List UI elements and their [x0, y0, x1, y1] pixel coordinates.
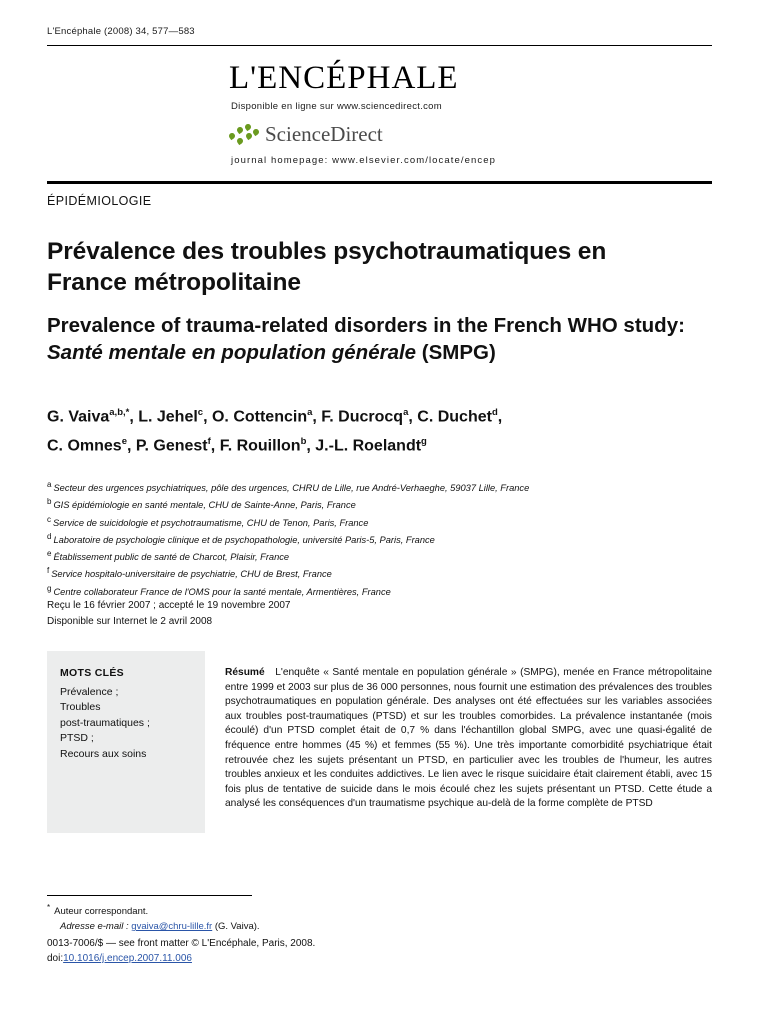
author-name: O. Cottencin	[211, 408, 308, 426]
affiliation-item	[47, 530, 707, 547]
author-name: C. Duchet	[417, 408, 492, 426]
affiliation-mark: g	[47, 583, 52, 593]
keyword-item: post-traumatiques ;	[60, 716, 150, 729]
affiliation-list	[47, 478, 707, 599]
footnote-block	[47, 900, 447, 934]
author-affil-mark: f	[207, 436, 211, 448]
author-name: L. Jehel	[138, 408, 198, 426]
affiliation-text: Service hospitalo-universitaire de psychiatrie, CHU de Brest, France	[51, 569, 332, 580]
email-note	[60, 919, 447, 934]
journal-masthead	[47, 52, 712, 177]
title-en-italic: Santé mentale en population générale	[47, 341, 417, 364]
title-en-part1: Prevalence of trauma-related disorders in the French WHO study:	[47, 314, 685, 337]
affiliation-mark: e	[47, 549, 52, 559]
doi-link[interactable]: 10.1016/j.encep.2007.11.006	[63, 953, 192, 964]
affiliation-item	[47, 564, 707, 581]
page-title-french: Prévalence des troubles psychotraumatiques en France métropolitaine	[47, 238, 607, 297]
email-address-link[interactable]: gvaiva@chru-lille.fr	[131, 921, 213, 933]
corresponding-author-note	[47, 900, 447, 919]
author-affil-mark: e	[121, 436, 127, 448]
journal-homepage-line: journal homepage: www.elsevier.com/locate/encep	[231, 155, 497, 166]
sciencedirect-leaf-icon	[229, 124, 259, 146]
footnote-star: *	[47, 903, 51, 912]
keyword-item: PTSD ;	[60, 732, 94, 744]
author-name: C. Omnes	[47, 437, 122, 455]
affiliation-item	[47, 495, 707, 512]
affiliation-mark: b	[47, 497, 52, 507]
keyword-item: Troubles	[60, 701, 101, 713]
affiliation-item	[47, 547, 707, 564]
keyword-item: Recours aux soins	[60, 747, 147, 760]
abstract-text: L'enquête « Santé mentale en population générale » (SMPG), menée en France métropolitaine entre 1999 et 2003 sur plus de 36 000 personnes, nous fournit une estimation des prévalences des troubles psychotraumatiques en population générale. Des analyses ont été effectuées sur les variables associées aux troubles post-traumatiques (PTSD) et sur les troubles comorbides. La prévalence instantanée (mois écoulé) d'un PTSD complet était de 0,7 % dans l'échantillon global SMPG, avec une quasi-égalité de fréquence entre hommes (45 %) et femmes (55 %). Une très importante comorbidité psychiatrique était retrouvée chez les sujets présentant un PTSD, en particulier avec les troubles de l'humeur, les autres troubles anxieux et les conduites addictives. Le lien avec le risque suicidaire était clairement établi, avec 15 fois plus de tentative de suicide dans le mois écoulé chez les sujets présentant un PTSD. Cette étude a analysé les conséquences d'un traumatisme psychique au-delà de la forme complète de PTSD	[225, 667, 712, 810]
author-name: G. Vaiva	[47, 408, 110, 426]
author-name: P. Genest	[135, 437, 208, 455]
author-affil-mark: a	[403, 407, 409, 418]
doi-line	[47, 951, 547, 966]
author-name: J.-L. Roelandt	[315, 437, 422, 455]
author-affil-mark: b	[300, 436, 307, 448]
received-accepted-line: Reçu le 16 février 2007 ; accepté le 19 novembre 2007	[47, 600, 291, 611]
affiliation-text: Établissement public de santé de Charcot, Plaisir, France	[53, 552, 290, 563]
author-affil-mark: c	[197, 407, 204, 418]
affiliation-mark: f	[47, 566, 50, 576]
sciencedirect-label: ScienceDirect	[265, 122, 383, 146]
masthead-rule	[47, 181, 712, 184]
author-affil-mark: g	[421, 436, 427, 448]
abstract-block	[225, 666, 712, 812]
keywords-title: MOTS CLÉS	[60, 667, 124, 679]
affiliation-text: Service de suicidologie et psychotraumatisme, CHU de Tenon, Paris, France	[53, 517, 369, 528]
author-affil-mark: d	[491, 407, 498, 418]
affiliation-mark: c	[47, 514, 51, 524]
journal-logo: L'ENCÉPHALE	[229, 60, 459, 96]
doi-prefix: doi:	[47, 953, 64, 964]
affiliation-item	[47, 582, 707, 599]
affiliation-text: Centre collaborateur France de l'OMS pour la santé mentale, Armentières, France	[53, 586, 391, 597]
online-date-line: Disponible sur Internet le 2 avril 2008	[47, 616, 213, 627]
copyright-line: 0013-7006/$ — see front matter © L'Encéphale, Paris, 2008.	[47, 938, 316, 949]
sciencedirect-logo	[229, 122, 383, 147]
abstract-label: Résumé	[225, 667, 265, 678]
author-name: F. Rouillon	[219, 437, 301, 455]
email-label: Adresse e-mail :	[60, 921, 132, 933]
affiliation-mark: a	[47, 480, 52, 489]
article-history	[47, 598, 547, 630]
corresponding-author-text: Auteur correspondant.	[54, 906, 149, 918]
affiliation-text: Laboratoire de psychologie clinique et de psychopathologie, université Paris-5, Paris, France	[53, 534, 435, 545]
author-list: G. Vaiva$^{a,b,*}$, L. Jehel$^c$, O. Cottencin$^a$, F. Ducrocq$^a$, C. Duchet$^d$, C. Omnes$^e$, P. Genest$^f$, F. Rouillon$^b$, J.-L. Roelandt$^g$	[47, 407, 503, 455]
page-title-english	[47, 312, 687, 366]
keywords-list	[60, 666, 200, 762]
affiliation-text: Secteur des urgences psychiatriques, pôle des urgences, CHRU de Lille, rue André-Verhaeghe, 59037 Lille, France	[53, 483, 530, 494]
running-head: L'Encéphale (2008) 34, 577—583	[47, 26, 195, 37]
imprint-block	[47, 936, 547, 966]
title-en-part2: (SMPG)	[416, 341, 496, 364]
footnote-rule	[47, 895, 252, 896]
author-name: F. Ducrocq	[321, 408, 404, 426]
section-label: ÉPIDÉMIOLOGIE	[47, 194, 152, 208]
keyword-item: Prévalence ;	[60, 685, 119, 698]
author-affil-mark: a,b,*	[109, 407, 130, 418]
affiliation-item	[47, 478, 707, 495]
affiliation-text: GIS épidémiologie en santé mentale, CHU de Sainte-Anne, Paris, France	[53, 500, 356, 511]
author-affil-mark: a	[307, 407, 313, 418]
availability-line: Disponible en ligne sur www.sciencedirect.com	[231, 101, 442, 112]
affiliation-mark: d	[47, 531, 52, 541]
email-suffix: (G. Vaiva).	[212, 921, 260, 933]
affiliation-item	[47, 513, 707, 530]
header-rule	[47, 45, 712, 46]
